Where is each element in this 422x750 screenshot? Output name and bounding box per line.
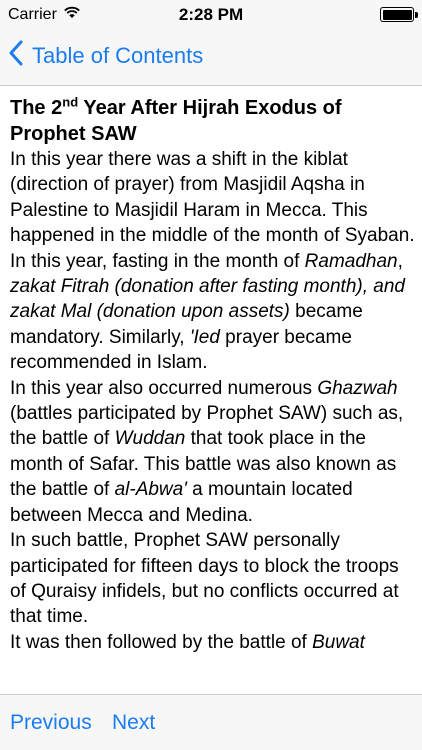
- paragraph-2: In this year, fasting in the month of Ramadhan, zakat Fitrah (donation after fasting month), and zakat Mal (donation upon assets) became mandatory. Similarly, 'Ied prayer became recommended in Islam.: [10, 250, 405, 374]
- back-label: Table of Contents: [32, 43, 204, 68]
- navigation-bar: [0, 28, 422, 86]
- chevron-left-icon: [8, 40, 24, 72]
- article-content: [10, 95, 415, 695]
- article-title: The 2nd Year After Hijrah Exodus of Prophet SAW: [10, 95, 342, 145]
- previous-button[interactable]: Previous: [10, 711, 92, 734]
- battery-icon: [380, 7, 414, 22]
- paragraph-5: It was then followed by the battle of Buwat: [10, 631, 365, 653]
- paragraph-4: In such battle, Prophet SAW personally participated for fifteen days to block the troops of Quraisy infidels, but no conflicts occurred at that time.: [10, 530, 399, 628]
- status-bar: [0, 0, 422, 28]
- back-button[interactable]: [8, 40, 203, 72]
- status-time: 2:28 PM: [178, 5, 244, 24]
- bottom-toolbar: [0, 694, 422, 750]
- next-button[interactable]: Next: [112, 711, 156, 734]
- carrier-label: Carrier: [8, 5, 57, 23]
- paragraph-1: In this year there was a shift in the kiblat (direction of prayer) from Masjidil Aqsha in Palestine to Masjidil Haram in Mecca. This happened in the middle of the month of Syaban.: [10, 149, 415, 247]
- paragraph-3: In this year also occurred numerous Ghazwah (battles participated by Prophet SAW) such as, the battle of Wuddan that took place in the month of Safar. This battle was also known as the battle of al-Abwa' a mountain located between Mecca and Medina.: [10, 377, 404, 526]
